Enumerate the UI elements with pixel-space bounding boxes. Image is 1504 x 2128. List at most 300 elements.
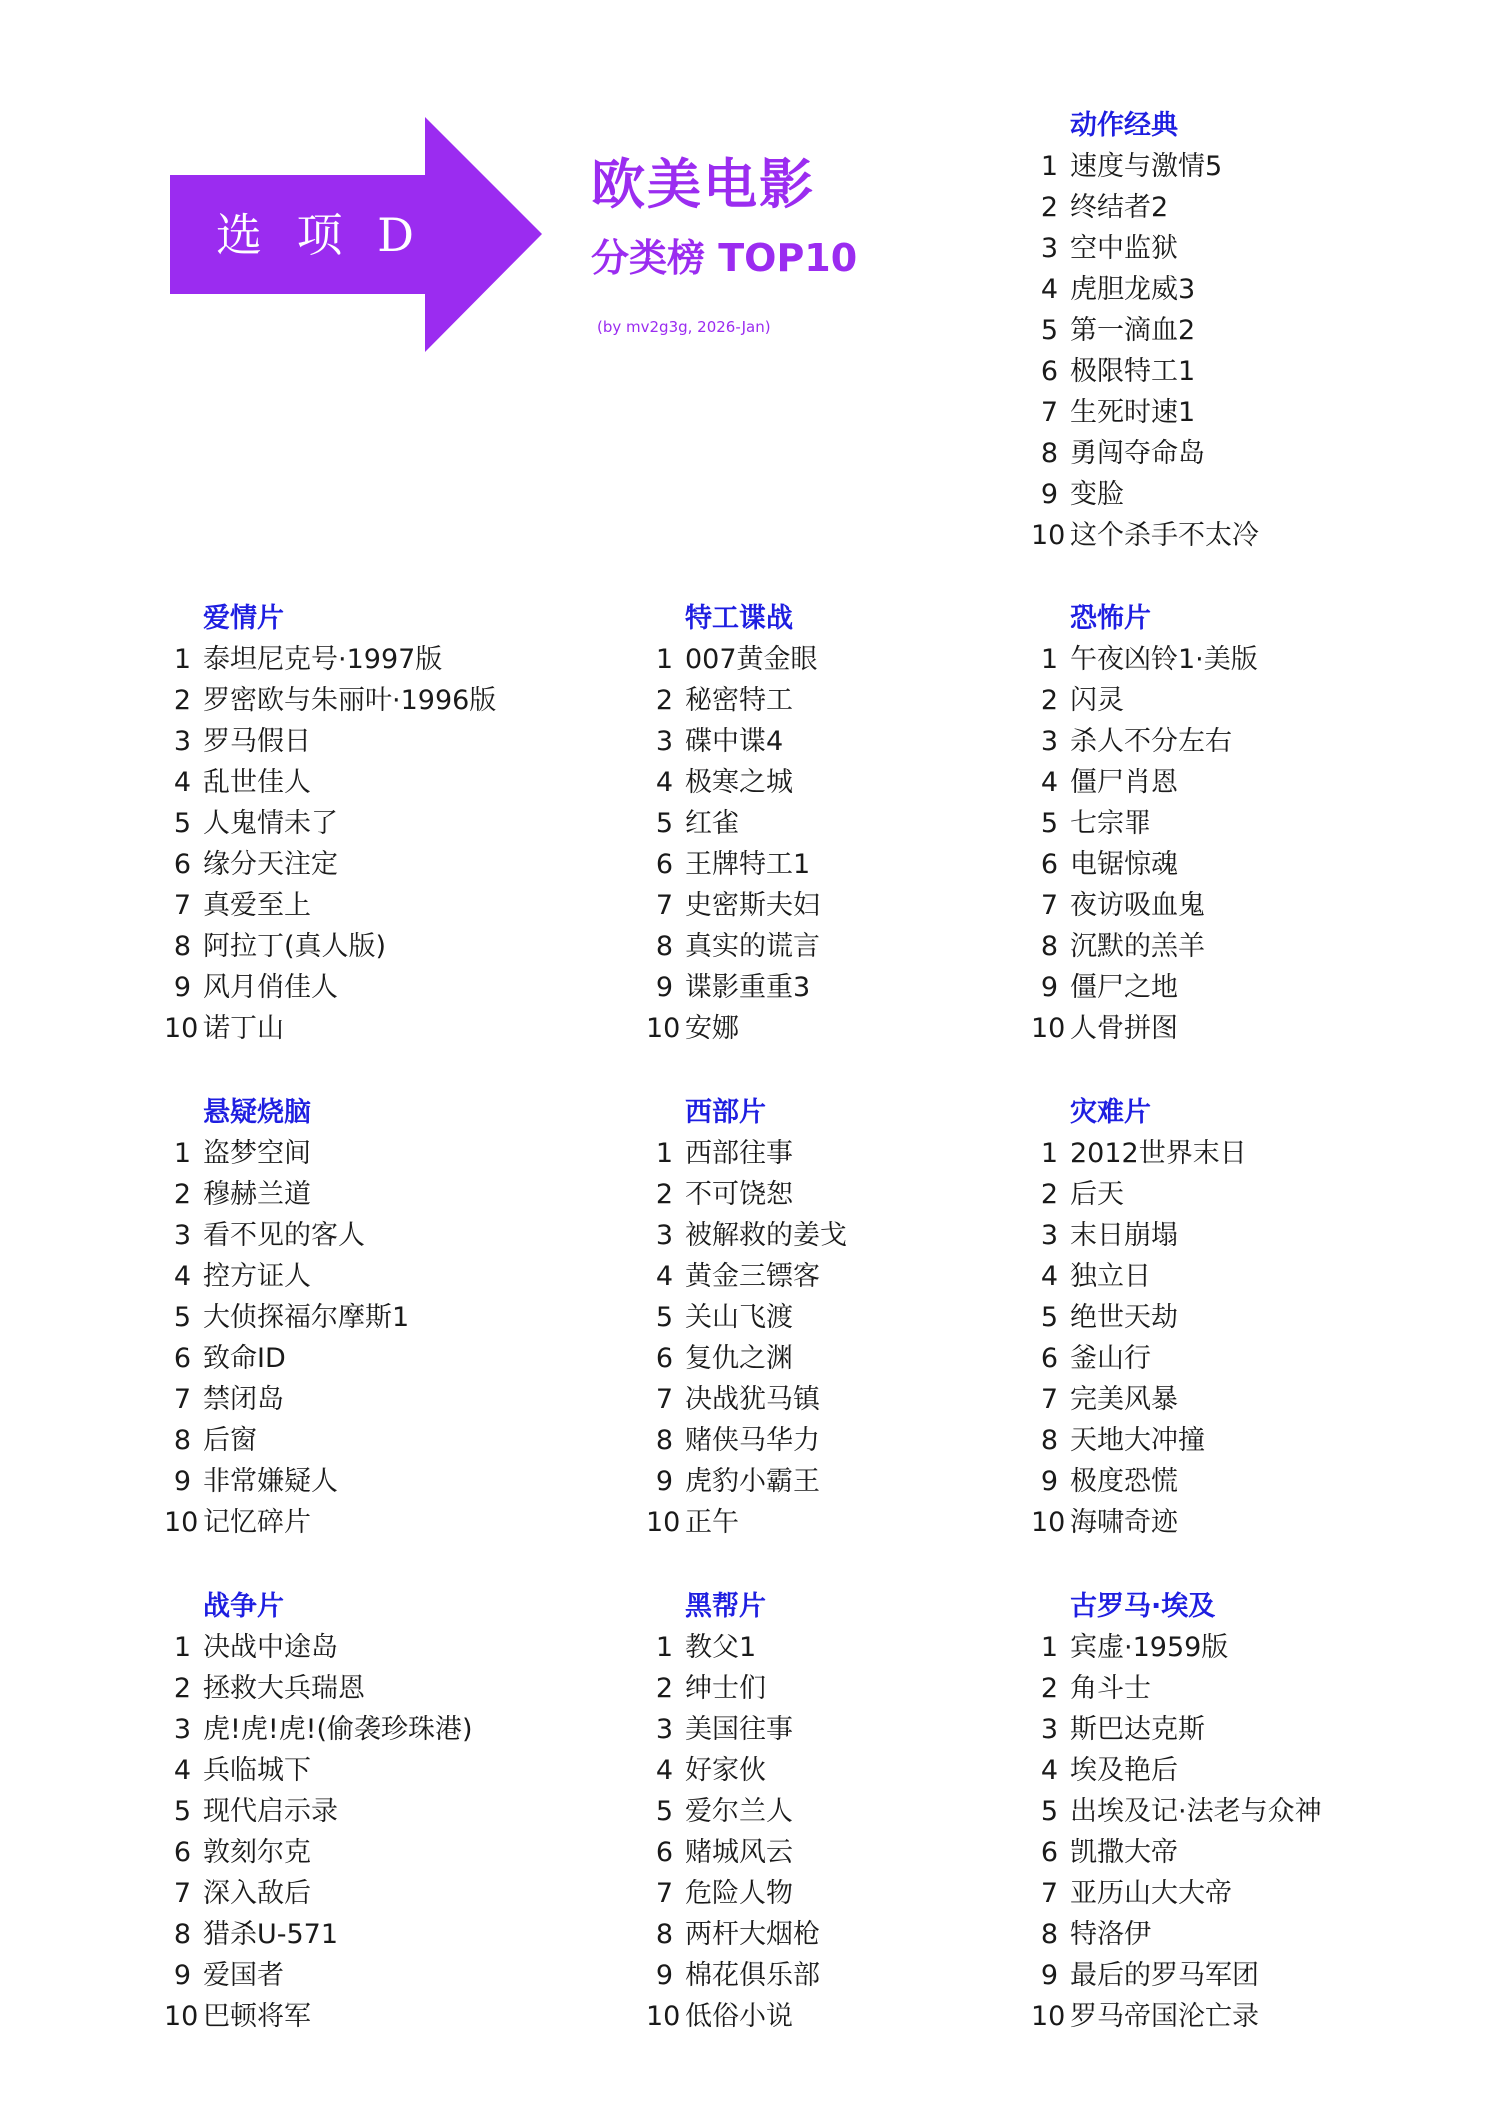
rank-number: 10 — [1031, 520, 1066, 551]
list-item — [164, 1914, 504, 1955]
rank-number: 2 — [655, 1179, 673, 1210]
list-item — [164, 1955, 504, 1996]
movie-title: 第一滴血2 — [1070, 315, 1196, 346]
movie-title: 西部往事 — [685, 1138, 793, 1169]
rank-number: 5 — [1040, 315, 1058, 346]
movie-title: 斯巴达克斯 — [1070, 1714, 1205, 1745]
list-item — [164, 1379, 504, 1420]
rank-number: 4 — [655, 1261, 673, 1292]
rank-number: 7 — [1040, 1384, 1058, 1415]
list-item — [1031, 228, 1371, 269]
list-item — [164, 1174, 504, 1215]
list-item — [1031, 269, 1371, 310]
movie-title: 宾虚·1959版 — [1070, 1632, 1229, 1663]
movie-title: 王牌特工1 — [685, 849, 811, 880]
category-title: 灾难片 — [1070, 1097, 1151, 1128]
movie-title: 凯撒大帝 — [1070, 1837, 1178, 1868]
rank-number: 8 — [173, 1425, 191, 1456]
rank-number: 10 — [164, 1013, 199, 1044]
rank-number: 3 — [173, 1714, 191, 1745]
movie-title: 绝世天劫 — [1070, 1302, 1178, 1333]
list-item — [646, 1502, 986, 1543]
movie-title: 生死时速1 — [1070, 397, 1196, 428]
movie-title: 角斗士 — [1070, 1673, 1151, 1704]
movie-title: 史密斯夫妇 — [685, 890, 820, 921]
rank-number: 1 — [173, 1632, 191, 1663]
list-item — [646, 1420, 986, 1461]
movie-title: 决战中途岛 — [203, 1632, 338, 1663]
rank-number: 10 — [164, 2001, 199, 2032]
rank-number: 1 — [1040, 151, 1058, 182]
category-list — [164, 639, 504, 1049]
list-item — [164, 762, 504, 803]
list-item — [1031, 1832, 1371, 1873]
movie-title: 人鬼情未了 — [203, 808, 338, 839]
movie-title: 谍影重重3 — [685, 972, 811, 1003]
rank-number: 9 — [173, 972, 191, 1003]
list-item — [646, 1133, 986, 1174]
rank-number: 8 — [173, 931, 191, 962]
rank-number: 5 — [1040, 808, 1058, 839]
list-item — [1031, 1461, 1371, 1502]
movie-title: 深入敌后 — [203, 1878, 311, 1909]
list-item — [1031, 926, 1371, 967]
rank-number: 3 — [655, 1714, 673, 1745]
list-item — [164, 1996, 504, 2037]
movie-title: 速度与激情5 — [1070, 151, 1223, 182]
list-item — [1031, 1008, 1371, 1049]
list-item — [646, 1914, 986, 1955]
movie-title: 风月俏佳人 — [203, 972, 338, 1003]
movie-title: 天地大冲撞 — [1070, 1425, 1205, 1456]
rank-number: 10 — [164, 1507, 199, 1538]
rank-number: 6 — [1040, 849, 1058, 880]
list-item — [1031, 146, 1371, 187]
rank-number: 1 — [655, 1138, 673, 1169]
category-title: 恐怖片 — [1070, 603, 1151, 634]
movie-title: 出埃及记·法老与众神 — [1070, 1796, 1322, 1827]
rank-number: 5 — [655, 1796, 673, 1827]
category-title: 悬疑烧脑 — [203, 1097, 311, 1128]
rank-number: 2 — [173, 685, 191, 716]
rank-number: 8 — [1040, 1919, 1058, 1950]
rank-number: 9 — [1040, 1466, 1058, 1497]
rank-number: 6 — [173, 1343, 191, 1374]
rank-number: 4 — [173, 1755, 191, 1786]
rank-number: 5 — [655, 808, 673, 839]
movie-title: 爱国者 — [203, 1960, 284, 1991]
list-item — [646, 1174, 986, 1215]
list-item — [164, 1791, 504, 1832]
movie-title: 致命ID — [203, 1343, 286, 1374]
list-item — [1031, 967, 1371, 1008]
rank-number: 2 — [1040, 192, 1058, 223]
category-gangster — [646, 1586, 986, 2037]
list-item — [1031, 1996, 1371, 2037]
list-item — [1031, 1297, 1371, 1338]
list-item — [164, 721, 504, 762]
list-item — [1031, 762, 1371, 803]
movie-title: 闪灵 — [1070, 685, 1124, 716]
movie-title: 安娜 — [685, 1013, 739, 1044]
list-item — [164, 1420, 504, 1461]
list-item — [1031, 1215, 1371, 1256]
rank-number: 8 — [655, 931, 673, 962]
list-item — [1031, 1174, 1371, 1215]
list-item — [1031, 1709, 1371, 1750]
movie-title: 杀人不分左右 — [1070, 726, 1232, 757]
category-horror — [1031, 598, 1371, 1049]
movie-title: 极寒之城 — [685, 767, 793, 798]
movie-title: 极度恐慌 — [1070, 1466, 1178, 1497]
list-item — [164, 1502, 504, 1543]
rank-number: 6 — [655, 1343, 673, 1374]
rank-number: 4 — [173, 767, 191, 798]
movie-title: 关山飞渡 — [685, 1302, 793, 1333]
rank-number: 9 — [173, 1960, 191, 1991]
list-item — [1031, 187, 1371, 228]
list-item — [646, 1996, 986, 2037]
category-list — [164, 1133, 504, 1543]
movie-title: 大侦探福尔摩斯1 — [203, 1302, 410, 1333]
movie-title: 罗马帝国沦亡录 — [1070, 2001, 1259, 2032]
list-item — [164, 1873, 504, 1914]
category-list — [646, 639, 986, 1049]
list-item — [646, 680, 986, 721]
movie-title: 敦刻尔克 — [203, 1837, 311, 1868]
rank-number: 5 — [173, 1302, 191, 1333]
rank-number: 1 — [655, 1632, 673, 1663]
rank-number: 8 — [1040, 931, 1058, 962]
rank-number: 7 — [655, 1384, 673, 1415]
movie-title: 最后的罗马军团 — [1070, 1960, 1259, 1991]
list-item — [1031, 351, 1371, 392]
option-label: 选 项 D — [215, 208, 425, 262]
list-item — [164, 1709, 504, 1750]
movie-title: 人骨拼图 — [1070, 1013, 1178, 1044]
movie-title: 决战犹马镇 — [685, 1384, 820, 1415]
list-item — [1031, 639, 1371, 680]
list-item — [646, 803, 986, 844]
movie-title: 秘密特工 — [685, 685, 793, 716]
movie-title: 阿拉丁(真人版) — [203, 931, 387, 962]
movie-title: 特洛伊 — [1070, 1919, 1151, 1950]
list-item — [646, 1832, 986, 1873]
rank-number: 3 — [173, 726, 191, 757]
rank-number: 7 — [1040, 1878, 1058, 1909]
movie-title: 棉花俱乐部 — [685, 1960, 820, 1991]
rank-number: 8 — [655, 1919, 673, 1950]
rank-number: 2 — [1040, 1673, 1058, 1704]
movie-title: 碟中谍4 — [685, 726, 784, 757]
rank-number: 9 — [655, 972, 673, 1003]
category-title: 古罗马·埃及 — [1070, 1591, 1216, 1622]
movie-title: 好家伙 — [685, 1755, 766, 1786]
rank-number: 4 — [1040, 274, 1058, 305]
movie-title: 僵尸肖恩 — [1070, 767, 1178, 798]
rank-number: 2 — [1040, 1179, 1058, 1210]
list-item — [646, 926, 986, 967]
list-item — [646, 967, 986, 1008]
category-ancient-rome-egypt — [1031, 1586, 1371, 2037]
movie-title: 空中监狱 — [1070, 233, 1178, 264]
list-item — [1031, 474, 1371, 515]
movie-title: 诺丁山 — [203, 1013, 284, 1044]
rank-number: 4 — [173, 1261, 191, 1292]
rank-number: 3 — [655, 726, 673, 757]
movie-title: 巴顿将军 — [203, 2001, 311, 2032]
list-item — [646, 721, 986, 762]
rank-number: 10 — [646, 1507, 681, 1538]
movie-title: 教父1 — [685, 1632, 757, 1663]
category-list — [1031, 146, 1371, 556]
rank-number: 7 — [173, 1384, 191, 1415]
rank-number: 9 — [655, 1466, 673, 1497]
movie-title: 缘分天注定 — [203, 849, 338, 880]
list-item — [646, 639, 986, 680]
rank-number: 3 — [1040, 726, 1058, 757]
movie-title: 赌城风云 — [685, 1837, 793, 1868]
list-item — [646, 1709, 986, 1750]
list-item — [164, 1133, 504, 1174]
movie-title: 亚历山大大帝 — [1070, 1878, 1232, 1909]
movie-title: 猎杀U-571 — [203, 1919, 339, 1950]
list-item — [1031, 1750, 1371, 1791]
list-item — [164, 1750, 504, 1791]
list-item — [1031, 1668, 1371, 1709]
category-spy — [646, 598, 986, 1049]
movie-title: 乱世佳人 — [203, 767, 311, 798]
movie-title: 海啸奇迹 — [1070, 1507, 1178, 1538]
list-item — [646, 844, 986, 885]
movie-title: 变脸 — [1070, 479, 1124, 510]
movie-title: 完美风暴 — [1070, 1384, 1178, 1415]
category-war — [164, 1586, 504, 2037]
list-item — [1031, 1791, 1371, 1832]
movie-title: 泰坦尼克号·1997版 — [203, 644, 443, 675]
list-item — [646, 1873, 986, 1914]
rank-number: 7 — [655, 890, 673, 921]
list-item — [1031, 680, 1371, 721]
rank-number: 6 — [1040, 356, 1058, 387]
movie-title: 控方证人 — [203, 1261, 311, 1292]
movie-title: 美国往事 — [685, 1714, 793, 1745]
rank-number: 10 — [1031, 2001, 1066, 2032]
movie-title: 虎胆龙威3 — [1070, 274, 1196, 305]
category-romance — [164, 598, 504, 1049]
rank-number: 2 — [655, 685, 673, 716]
list-item — [1031, 844, 1371, 885]
list-item — [1031, 515, 1371, 556]
list-item — [646, 1256, 986, 1297]
rank-number: 7 — [173, 890, 191, 921]
rank-number: 4 — [1040, 1755, 1058, 1786]
rank-number: 1 — [1040, 1632, 1058, 1663]
movie-title: 红雀 — [685, 808, 739, 839]
list-item — [646, 1750, 986, 1791]
rank-number: 4 — [655, 1755, 673, 1786]
rank-number: 3 — [1040, 233, 1058, 264]
movie-title: 罗马假日 — [203, 726, 311, 757]
list-item — [646, 1627, 986, 1668]
rank-number: 7 — [1040, 890, 1058, 921]
rank-number: 6 — [173, 1837, 191, 1868]
movie-title: 埃及艳后 — [1070, 1755, 1178, 1786]
list-item — [1031, 1256, 1371, 1297]
movie-title: 记忆碎片 — [203, 1507, 311, 1538]
rank-number: 7 — [1040, 397, 1058, 428]
list-item — [164, 680, 504, 721]
list-item — [646, 885, 986, 926]
list-item — [1031, 1338, 1371, 1379]
movie-title: 看不见的客人 — [203, 1220, 365, 1251]
list-item — [1031, 721, 1371, 762]
rank-number: 9 — [1040, 479, 1058, 510]
movie-title: 独立日 — [1070, 1261, 1151, 1292]
rank-number: 9 — [173, 1466, 191, 1497]
list-item — [1031, 803, 1371, 844]
movie-title: 兵临城下 — [203, 1755, 311, 1786]
movie-title: 绅士们 — [685, 1673, 766, 1704]
movie-title: 黄金三镖客 — [685, 1261, 820, 1292]
list-item — [1031, 392, 1371, 433]
list-item — [1031, 1133, 1371, 1174]
movie-title: 真爱至上 — [203, 890, 311, 921]
list-item — [1031, 310, 1371, 351]
movie-title: 虎!虎!虎!(偷袭珍珠港) — [203, 1714, 473, 1745]
rank-number: 2 — [655, 1673, 673, 1704]
rank-number: 1 — [1040, 644, 1058, 675]
movie-title: 终结者2 — [1070, 192, 1169, 223]
rank-number: 2 — [173, 1673, 191, 1704]
rank-number: 10 — [646, 2001, 681, 2032]
movie-title: 后天 — [1070, 1179, 1124, 1210]
list-item — [164, 1215, 504, 1256]
movie-title: 电锯惊魂 — [1070, 849, 1178, 880]
rank-number: 8 — [173, 1919, 191, 1950]
list-item — [164, 1832, 504, 1873]
rank-number: 10 — [646, 1013, 681, 1044]
list-item — [646, 1461, 986, 1502]
list-item — [646, 1338, 986, 1379]
movie-title: 僵尸之地 — [1070, 972, 1178, 1003]
list-item — [646, 1379, 986, 1420]
list-item — [164, 967, 504, 1008]
list-item — [164, 1256, 504, 1297]
rank-number: 5 — [173, 808, 191, 839]
list-item — [164, 803, 504, 844]
category-list — [646, 1133, 986, 1543]
rank-number: 1 — [173, 644, 191, 675]
list-item — [1031, 433, 1371, 474]
rank-number: 6 — [1040, 1837, 1058, 1868]
list-item — [1031, 885, 1371, 926]
list-item — [1031, 1627, 1371, 1668]
list-item — [1031, 1420, 1371, 1461]
movie-title: 釜山行 — [1070, 1343, 1151, 1374]
rank-number: 10 — [1031, 1013, 1066, 1044]
list-item — [164, 1297, 504, 1338]
rank-number: 4 — [1040, 767, 1058, 798]
list-item — [646, 1008, 986, 1049]
list-item — [164, 926, 504, 967]
movie-title: 七宗罪 — [1070, 808, 1151, 839]
movie-title: 低俗小说 — [685, 2001, 793, 2032]
category-action — [1031, 105, 1371, 556]
list-item — [646, 1668, 986, 1709]
movie-title: 爱尔兰人 — [685, 1796, 793, 1827]
rank-number: 7 — [173, 1878, 191, 1909]
movie-title: 复仇之渊 — [685, 1343, 793, 1374]
list-item — [646, 1297, 986, 1338]
movie-title: 现代启示录 — [203, 1796, 338, 1827]
movie-title: 被解救的姜戈 — [685, 1220, 847, 1251]
movie-title: 沉默的羔羊 — [1070, 931, 1205, 962]
list-item — [164, 1338, 504, 1379]
rank-number: 7 — [655, 1878, 673, 1909]
category-title: 特工谍战 — [685, 603, 793, 634]
category-title: 西部片 — [685, 1097, 766, 1128]
movie-title: 007黄金眼 — [685, 644, 818, 675]
rank-number: 5 — [655, 1302, 673, 1333]
movie-title: 盗梦空间 — [203, 1138, 311, 1169]
list-item — [1031, 1914, 1371, 1955]
rank-number: 8 — [1040, 1425, 1058, 1456]
rank-number: 5 — [1040, 1796, 1058, 1827]
list-item — [1031, 1502, 1371, 1543]
page-title: 欧美电影 — [591, 153, 815, 216]
rank-number: 6 — [655, 1837, 673, 1868]
rank-number: 8 — [655, 1425, 673, 1456]
list-item — [646, 1955, 986, 1996]
rank-number: 1 — [655, 644, 673, 675]
list-item — [1031, 1379, 1371, 1420]
rank-number: 5 — [173, 1796, 191, 1827]
rank-number: 6 — [1040, 1343, 1058, 1374]
category-title: 战争片 — [203, 1591, 284, 1622]
credit-text: (by mv2g3g, 2026-Jan) — [597, 318, 771, 336]
rank-number: 3 — [1040, 1714, 1058, 1745]
category-list — [1031, 639, 1371, 1049]
list-item — [1031, 1955, 1371, 1996]
category-title: 动作经典 — [1070, 110, 1178, 141]
movie-title: 禁闭岛 — [203, 1384, 284, 1415]
category-mystery — [164, 1092, 504, 1543]
movie-title: 赌侠马华力 — [685, 1425, 820, 1456]
list-item — [164, 1008, 504, 1049]
rank-number: 8 — [1040, 438, 1058, 469]
rank-number: 4 — [655, 767, 673, 798]
rank-number: 3 — [173, 1220, 191, 1251]
rank-number: 6 — [655, 849, 673, 880]
movie-title: 不可饶恕 — [685, 1179, 793, 1210]
movie-title: 穆赫兰道 — [203, 1179, 311, 1210]
rank-number: 9 — [655, 1960, 673, 1991]
movie-title: 罗密欧与朱丽叶·1996版 — [203, 685, 497, 716]
movie-title: 夜访吸血鬼 — [1070, 890, 1205, 921]
movie-title: 勇闯夺命岛 — [1070, 438, 1205, 469]
category-title: 爱情片 — [203, 603, 284, 634]
list-item — [646, 1791, 986, 1832]
movie-title: 危险人物 — [685, 1878, 793, 1909]
movie-title: 真实的谎言 — [685, 931, 820, 962]
movie-title: 末日崩塌 — [1070, 1220, 1178, 1251]
movie-title: 2012世界末日 — [1070, 1138, 1247, 1169]
movie-title: 正午 — [685, 1507, 739, 1538]
rank-number: 6 — [173, 849, 191, 880]
movie-title: 虎豹小霸王 — [685, 1466, 820, 1497]
category-list — [646, 1627, 986, 2037]
